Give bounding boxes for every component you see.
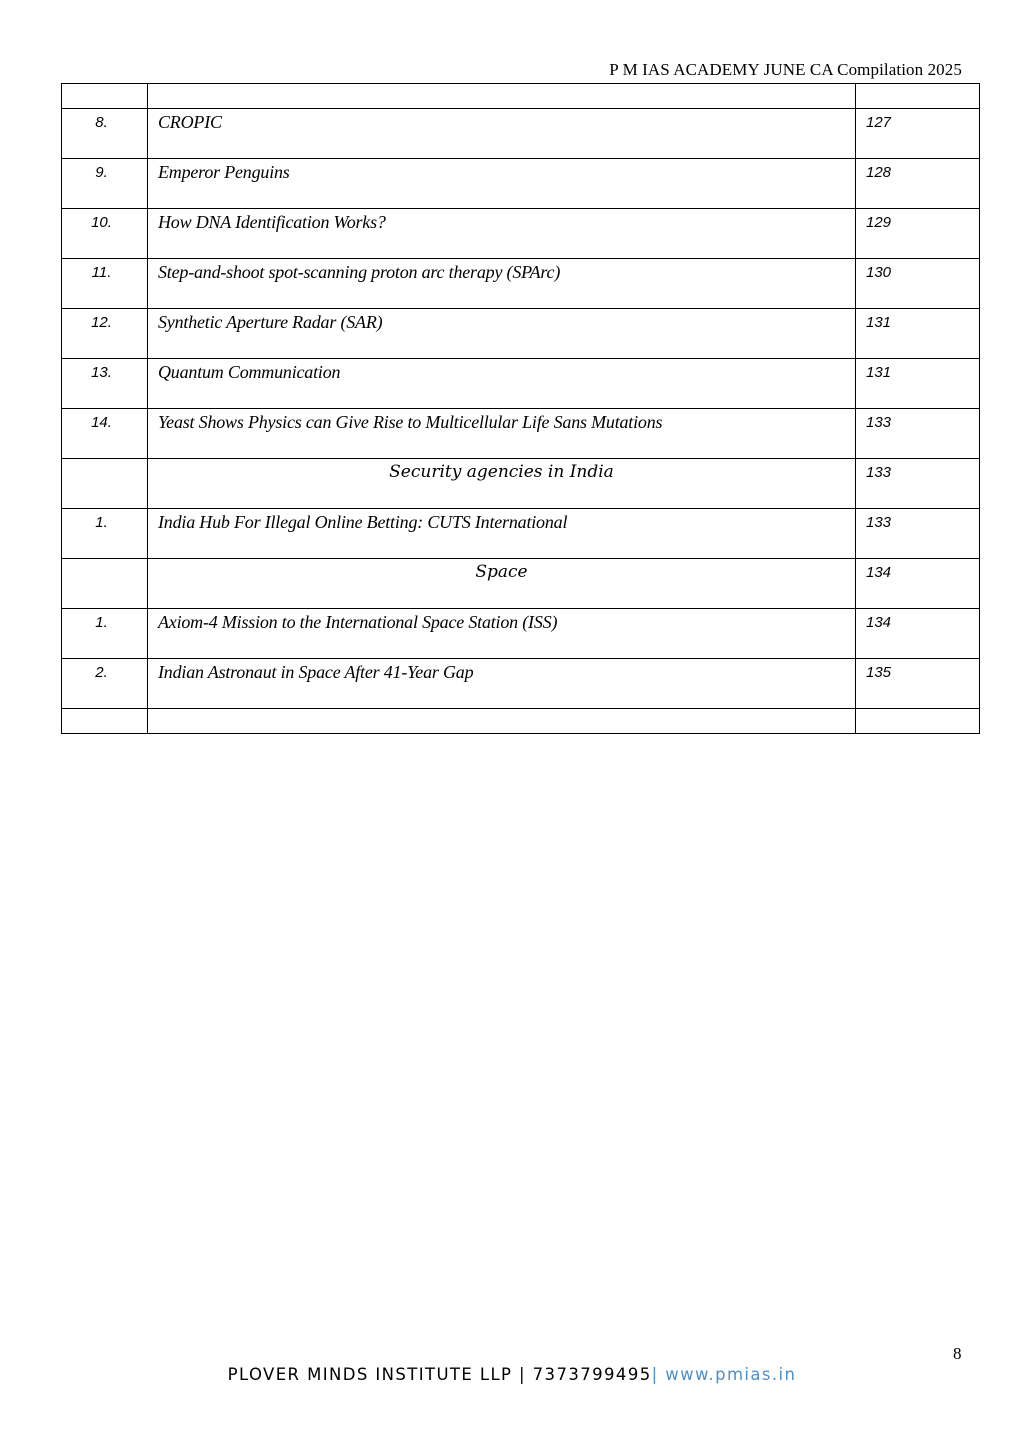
- toc-row-number: 13.: [62, 359, 148, 409]
- toc-row: [62, 159, 980, 209]
- toc-row-page: 133: [856, 409, 980, 459]
- toc-row-page: 131: [856, 309, 980, 359]
- toc-row-number: 12.: [62, 309, 148, 359]
- toc-row-page: 134: [856, 559, 980, 609]
- toc-empty-row: [62, 709, 980, 734]
- toc-row-page: 135: [856, 659, 980, 709]
- footer-website-link[interactable]: www.pmias.in: [665, 1365, 797, 1384]
- toc-row: [62, 359, 980, 409]
- toc-row-topic: Synthetic Aperture Radar (SAR): [148, 309, 856, 359]
- toc-row-topic: Quantum Communication: [148, 359, 856, 409]
- toc-row-topic: Step-and-shoot spot-scanning proton arc therapy (SPArc): [148, 259, 856, 309]
- toc-row-page: 129: [856, 209, 980, 259]
- toc-row-number: 9.: [62, 159, 148, 209]
- toc-section-heading: Security agencies in India: [148, 459, 856, 509]
- toc-row: [62, 259, 980, 309]
- footer-separator: |: [651, 1365, 666, 1384]
- running-header: P M IAS ACADEMY JUNE CA Compilation 2025: [609, 60, 962, 79]
- toc-row-page: 133: [856, 509, 980, 559]
- toc-row: [62, 209, 980, 259]
- toc-row-topic: Emperor Penguins: [148, 159, 856, 209]
- toc-row-topic: Yeast Shows Physics can Give Rise to Multicellular Life Sans Mutations: [148, 409, 856, 459]
- toc-row-number: 1.: [62, 509, 148, 559]
- toc-row: [62, 509, 980, 559]
- toc-row: [62, 609, 980, 659]
- toc-row: [62, 659, 980, 709]
- toc-row: [62, 309, 980, 359]
- toc-row-page: 134: [856, 609, 980, 659]
- page-number: 8: [953, 1344, 962, 1363]
- toc-section-row: [62, 459, 980, 509]
- footer-institute: PLOVER MINDS INSTITUTE LLP | 7373799495: [227, 1365, 652, 1384]
- toc-empty-row: [62, 84, 980, 109]
- toc-row-page: 127: [856, 109, 980, 159]
- toc-section-row: [62, 559, 980, 609]
- footer: [0, 1365, 1024, 1384]
- toc-row-number: [62, 459, 148, 509]
- toc-section-heading: Space: [148, 559, 856, 609]
- toc-row-topic: India Hub For Illegal Online Betting: CUTS International: [148, 509, 856, 559]
- toc-row-topic: Indian Astronaut in Space After 41-Year Gap: [148, 659, 856, 709]
- toc-row-page: 131: [856, 359, 980, 409]
- toc-row-number: 1.: [62, 609, 148, 659]
- toc-row-number: 2.: [62, 659, 148, 709]
- table-of-contents: [61, 83, 980, 734]
- toc-row: [62, 109, 980, 159]
- toc-row-number: 14.: [62, 409, 148, 459]
- toc-row-topic: CROPIC: [148, 109, 856, 159]
- toc-row-page: 128: [856, 159, 980, 209]
- toc-row-number: 10.: [62, 209, 148, 259]
- toc-row: [62, 409, 980, 459]
- toc-row-topic: Axiom-4 Mission to the International Space Station (ISS): [148, 609, 856, 659]
- toc-row-number: 11.: [62, 259, 148, 309]
- toc-row-topic: How DNA Identification Works?: [148, 209, 856, 259]
- toc-row-number: 8.: [62, 109, 148, 159]
- toc-row-page: 130: [856, 259, 980, 309]
- toc-row-page: 133: [856, 459, 980, 509]
- toc-row-number: [62, 559, 148, 609]
